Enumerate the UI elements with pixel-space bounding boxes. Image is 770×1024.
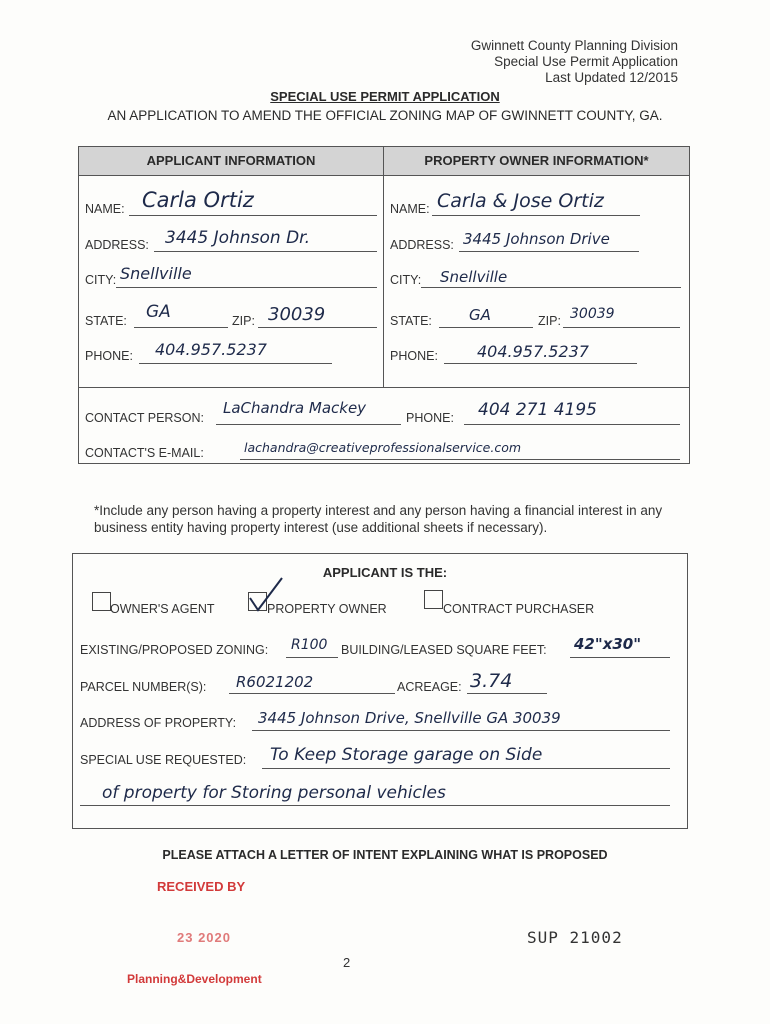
owner-zip-field[interactable]: 30039 — [570, 306, 615, 322]
owner-state-line — [439, 327, 533, 328]
property-address-line — [252, 730, 670, 731]
contract-purchaser-label: CONTRACT PURCHASER — [443, 602, 595, 616]
form-subtitle: AN APPLICATION TO AMEND THE OFFICIAL ZONING MAP OF GWINNETT COUNTY, GA. — [107, 108, 663, 123]
column-divider — [383, 175, 384, 387]
special-use-line-1 — [262, 768, 670, 769]
owner-phone-field[interactable]: 404.957.5237 — [477, 342, 589, 361]
page-number: 2 — [343, 955, 351, 970]
applicant-heading: APPLICANT INFORMATION — [79, 147, 384, 176]
owner-address-label: ADDRESS: — [390, 238, 454, 252]
applicant-address-field[interactable]: 3445 Johnson Dr. — [165, 228, 310, 248]
case-number-stamp: SUP 21002 — [527, 928, 623, 947]
sqft-line — [570, 657, 670, 658]
applicant-zip-field[interactable]: 30039 — [268, 304, 326, 325]
owner-city-field[interactable]: Snellville — [440, 268, 508, 286]
planning-development-stamp: Planning&Development — [127, 972, 262, 986]
contact-person-line — [216, 424, 401, 425]
acreage-line — [467, 693, 547, 694]
special-use-line-2 — [80, 805, 670, 806]
contact-email-field[interactable]: lachandra@creativeprofessionalservice.com — [244, 440, 522, 455]
applicant-city-line — [116, 287, 377, 288]
owner-state-label: STATE: — [390, 314, 432, 328]
acreage-field[interactable]: 3.74 — [470, 670, 513, 692]
received-date-stamp: 23 2020 — [177, 930, 231, 945]
special-use-field-line-2[interactable]: of property for Storing personal vehicles — [102, 783, 446, 803]
contact-phone-label: PHONE: — [406, 411, 454, 425]
owner-name-line — [432, 215, 640, 216]
owners-agent-label: OWNER'S AGENT — [110, 602, 215, 616]
zoning-label: EXISTING/PROPOSED ZONING: — [80, 643, 269, 657]
owner-address-field[interactable]: 3445 Johnson Drive — [463, 230, 610, 248]
parcel-field[interactable]: R6021202 — [236, 673, 314, 691]
owner-city-label: CITY: — [390, 273, 422, 287]
owner-state-field[interactable]: GA — [469, 306, 491, 324]
footnote: *Include any person having a property interest and any person having a financial interest in any business entity having property interest (use additional sheets if necessary). — [94, 503, 663, 535]
acreage-label: ACREAGE: — [397, 680, 462, 694]
header-form-name: Special Use Permit Application — [494, 54, 678, 69]
applicant-name-field[interactable]: Carla Ortiz — [142, 188, 254, 212]
applicant-phone-line — [139, 363, 332, 364]
applicant-phone-field[interactable]: 404.957.5237 — [155, 340, 267, 359]
applicant-state-field[interactable]: GA — [146, 302, 171, 322]
owner-heading: PROPERTY OWNER INFORMATION* — [384, 147, 689, 176]
zoning-line — [286, 657, 338, 658]
form-title: SPECIAL USE PERMIT APPLICATION — [270, 89, 500, 104]
property-address-label: ADDRESS OF PROPERTY: — [80, 716, 237, 730]
header-last-updated: Last Updated 12/2015 — [545, 70, 678, 85]
contact-phone-line — [464, 424, 680, 425]
special-use-label: SPECIAL USE REQUESTED: — [80, 753, 247, 767]
received-stamp: RECEIVED BY — [157, 879, 246, 894]
applicant-is-heading: APPLICANT IS THE: — [322, 565, 448, 580]
owner-phone-label: PHONE: — [390, 349, 438, 363]
owners-agent-checkbox[interactable] — [92, 592, 111, 611]
section-divider — [79, 387, 689, 388]
owner-city-line — [421, 287, 681, 288]
zoning-field[interactable]: R100 — [291, 637, 328, 653]
owner-name-field[interactable]: Carla & Jose Ortiz — [437, 190, 604, 212]
owner-name-label: NAME: — [390, 202, 430, 216]
contact-email-label: CONTACT'S E-MAIL: — [85, 446, 204, 460]
header-division: Gwinnett County Planning Division — [470, 38, 678, 53]
property-owner-label: PROPERTY OWNER — [267, 602, 387, 616]
contact-person-field[interactable]: LaChandra Mackey — [223, 399, 367, 417]
contact-phone-field[interactable]: 404 271 4195 — [478, 400, 597, 420]
owner-address-line — [459, 251, 639, 252]
applicant-name-line — [129, 215, 377, 216]
parcel-line — [229, 693, 395, 694]
applicant-zip-line — [258, 327, 377, 328]
contract-purchaser-checkbox[interactable] — [424, 590, 443, 609]
applicant-state-label: STATE: — [85, 314, 127, 328]
applicant-state-line — [134, 327, 228, 328]
applicant-city-label: CITY: — [85, 273, 117, 287]
sqft-label: BUILDING/LEASED SQUARE FEET: — [341, 643, 547, 657]
attach-letter-note: PLEASE ATTACH A LETTER OF INTENT EXPLAINING WHAT IS PROPOSED — [162, 848, 608, 862]
contact-person-label: CONTACT PERSON: — [85, 411, 204, 425]
applicant-address-line — [154, 251, 377, 252]
applicant-address-label: ADDRESS: — [85, 238, 149, 252]
owner-zip-label: ZIP: — [538, 314, 561, 328]
applicant-name-label: NAME: — [85, 202, 125, 216]
contact-email-line — [240, 459, 680, 460]
special-use-field-line-1[interactable]: To Keep Storage garage on Side — [270, 745, 543, 765]
owner-zip-line — [563, 327, 680, 328]
owner-phone-line — [444, 363, 637, 364]
property-address-field[interactable]: 3445 Johnson Drive, Snellville GA 30039 — [258, 709, 561, 727]
applicant-city-field[interactable]: Snellville — [120, 264, 192, 283]
applicant-phone-label: PHONE: — [85, 349, 133, 363]
parcel-label: PARCEL NUMBER(S): — [80, 680, 207, 694]
applicant-zip-label: ZIP: — [232, 314, 255, 328]
sqft-field[interactable]: 42"x30" — [574, 635, 642, 653]
